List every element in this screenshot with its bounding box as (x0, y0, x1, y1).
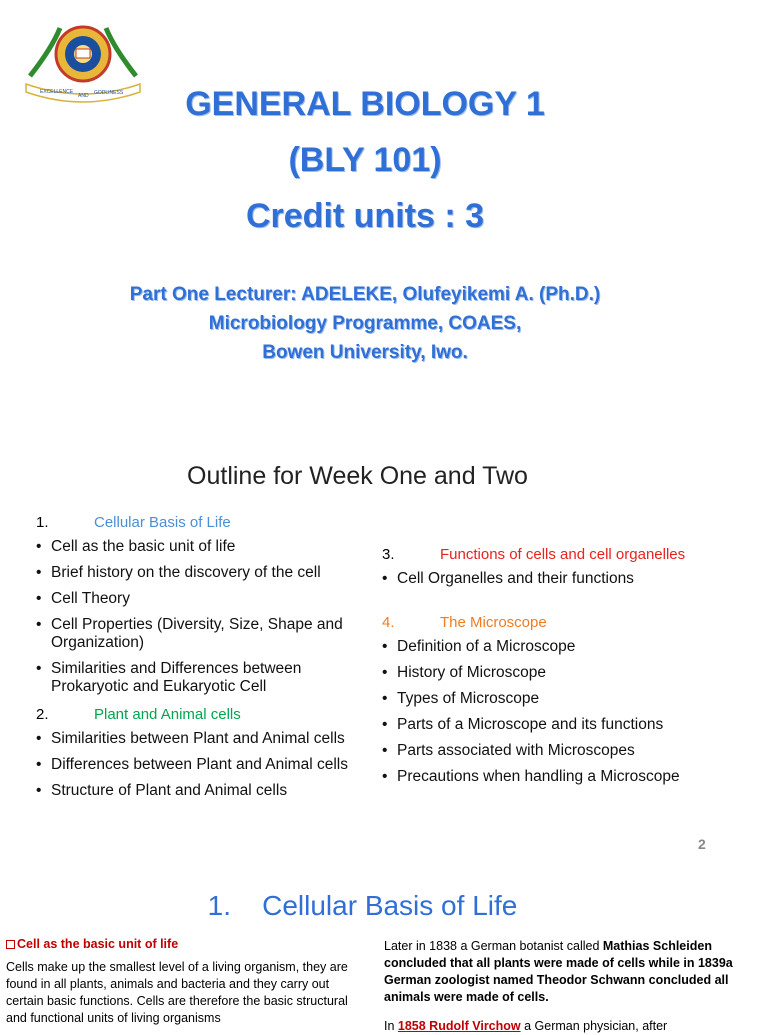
list-item: • Brief history on the discovery of the cell (36, 564, 376, 582)
crest-motto-mid: AND (78, 93, 89, 99)
section-heading-2 (36, 704, 376, 726)
section-label: The Microscope (440, 614, 547, 631)
title-slide (0, 0, 768, 430)
p1-prefix: Later in 1838 a German botanist called (384, 939, 603, 953)
list-item: • Cell as the basic unit of life (36, 538, 376, 556)
course-title-line: GENERAL BIOLOGY 1 (185, 85, 545, 123)
section-2-list (36, 730, 376, 800)
section-3-list (382, 570, 762, 588)
programme-name: Microbiology Programme, COAES, (208, 313, 522, 334)
course-code-line: (BLY 101) (288, 141, 442, 179)
section-label: Plant and Animal cells (94, 706, 241, 723)
list-item: • Definition of a Microscope (382, 638, 762, 656)
crest-motto-left: EXCELLENCE (40, 89, 74, 95)
course-title (140, 76, 590, 244)
checkbox-bullet-icon (6, 940, 15, 949)
section-heading-4 (382, 612, 762, 634)
list-item: • Cell Properties (Diversity, Size, Shape and Organization) (36, 616, 376, 652)
lecturer-info (60, 280, 670, 367)
page-number: 2 (698, 836, 706, 852)
slide3-right-column (384, 938, 768, 1035)
section-label: Cellular Basis of Life (94, 514, 231, 531)
list-item: • Parts associated with Microscopes (382, 742, 762, 760)
left-paragraph: Cells make up the smallest level of a living organism, they are found in all plants, animals and bacteria and they carry out certain basic functions. Cells are therefore the basic structural and functional units of living organisms (6, 960, 348, 1025)
section-number: 3. (382, 546, 395, 563)
list-item: • Differences between Plant and Animal cells (36, 756, 376, 774)
section-1-list (36, 538, 376, 696)
right-paragraph-2 (384, 1018, 768, 1035)
left-heading-text: Cell as the basic unit of life (17, 937, 179, 951)
list-item: • Structure of Plant and Animal cells (36, 782, 376, 800)
slide3-title: 1. Cellular Basis of Life (207, 890, 518, 921)
section-number: 2. (36, 706, 49, 723)
list-item: • History of Microscope (382, 664, 762, 682)
list-item: • Precautions when handling a Microscope (382, 768, 762, 786)
section-number: 4. (382, 614, 395, 631)
outline-right-column (382, 544, 762, 794)
crest-motto-right: GODLINESS (94, 90, 124, 96)
p2-prefix: In (384, 1019, 398, 1033)
left-heading (6, 936, 356, 953)
list-item: • Similarities and Differences between Prokaryotic and Eukaryotic Cell (36, 660, 376, 696)
section-number: 1. (36, 514, 49, 531)
list-item: • Similarities between Plant and Animal cells (36, 730, 376, 748)
slide3-left-column (6, 936, 356, 1027)
section-heading-3 (382, 544, 762, 566)
p2-highlight: 1858 Rudolf Virchow (397, 1019, 521, 1033)
p2-suffix: a German physician, after (520, 1019, 668, 1033)
university-name: Bowen University, Iwo. (262, 342, 468, 363)
section-heading-1 (36, 512, 376, 534)
list-item: • Types of Microscope (382, 690, 762, 708)
lecturer-name: Part One Lecturer: ADELEKE, Olufeyikemi A. (Ph.D.) (129, 284, 601, 305)
section-4-list (382, 638, 762, 786)
university-crest-icon (22, 18, 144, 98)
section-label: Functions of cells and cell organelles (440, 546, 686, 563)
credit-units-line: Credit units : 3 (245, 197, 485, 235)
list-item: • Cell Theory (36, 590, 376, 608)
right-paragraph-1 (384, 938, 768, 1006)
outline-left-column (36, 512, 376, 808)
p1-bold: Mathias Schleiden concluded that all plants were made of cells while in 1839a German zoologist named Theodor Schwann concluded all animals were made of cells. (384, 939, 733, 1004)
list-item: • Cell Organelles and their functions (382, 570, 762, 588)
outline-title: Outline for Week One and Two (187, 462, 528, 490)
list-item: • Parts of a Microscope and its functions (382, 716, 762, 734)
